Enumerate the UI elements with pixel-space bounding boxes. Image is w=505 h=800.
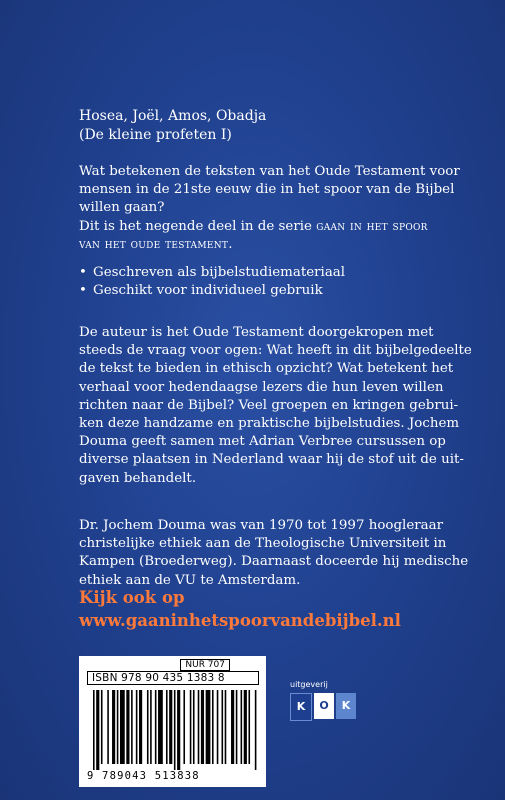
barcode-bar <box>190 690 192 764</box>
author-description <box>79 324 479 488</box>
barcode-bar <box>241 690 243 764</box>
barcode-bar <box>201 690 204 764</box>
author-bio <box>79 517 479 590</box>
barcode-bar <box>166 690 168 764</box>
body-line: de tekst te bieden in ethisch opzicht? Wat betekent het <box>79 361 454 377</box>
bio-line: Dr. Jochem Douma was van 1970 tot 1997 hoogleraar <box>79 518 444 533</box>
barcode-bar <box>139 690 142 764</box>
logo-letter-o: O <box>314 693 334 719</box>
barcode-bar <box>244 690 247 764</box>
barcode-bar <box>255 690 257 770</box>
barcode-bar <box>217 690 219 764</box>
intro-line-1: Wat betekenen de teksten van het Oude Testament voor <box>79 164 460 179</box>
barcode-bar <box>174 690 176 770</box>
intro-line-3: willen gaan? <box>79 200 165 216</box>
nur-code: NUR 707 <box>180 659 230 671</box>
list-item: • Geschikt voor individueel gebruik <box>79 282 479 300</box>
promo-heading: Kijk ook op <box>79 588 185 607</box>
logo-letter-k: K <box>290 693 312 721</box>
barcode-bar <box>155 690 157 764</box>
barcode-bar <box>136 690 138 764</box>
barcode-bar <box>225 690 227 764</box>
barcode-bar <box>183 690 185 764</box>
barcode-bar <box>222 690 224 764</box>
body-line: gaven behandelt. <box>79 470 197 486</box>
feature-list <box>79 264 479 300</box>
barcode-bar <box>120 690 125 764</box>
barcode-bar <box>126 690 129 764</box>
title-line-2: (De kleine profeten I) <box>79 127 232 143</box>
barcode-bar <box>193 690 195 764</box>
body-line: steeds de vraag voor ogen: Wat heeft in dit bijbelgedeelte <box>79 343 472 359</box>
barcode-graphic <box>93 690 258 770</box>
publisher-logo <box>290 680 362 721</box>
barcode-label <box>79 656 266 787</box>
barcode-bar <box>93 690 95 770</box>
logo-letter-k: K <box>336 693 356 719</box>
intro-series-suffix: . <box>228 236 233 252</box>
barcode-bar <box>150 690 152 764</box>
barcode-bar <box>112 690 115 764</box>
body-line: ken deze handzame en praktische bijbelstudies. Jochem <box>79 416 460 432</box>
title-line-1: Hosea, Joël, Amos, Obadja <box>79 108 267 124</box>
publisher-label: uitgeverij <box>290 680 328 689</box>
intro-line-4 <box>79 218 479 236</box>
barcode-bar <box>96 690 99 770</box>
barcode-bar <box>236 690 238 764</box>
promo-url[interactable]: www.gaaninhetspoorvandebijbel.nl <box>79 611 401 630</box>
barcode-bar <box>198 690 200 764</box>
kok-logo <box>290 693 362 721</box>
intro-series-prefix: Dit is het negende deel in de serie <box>79 218 317 234</box>
ean-number: 9 789043 513838 <box>87 770 200 782</box>
body-line: Douma geeft samen met Adrian Verbree cursussen op <box>79 434 446 450</box>
series-name-part-1: gaan in het spoor <box>316 218 428 234</box>
barcode-bar <box>212 690 214 764</box>
barcode-bar <box>177 690 180 770</box>
body-line: verhaal voor hedendaagse lezers die hun leven willen <box>79 379 444 395</box>
series-name-part-2: van het oude testament <box>79 236 229 252</box>
intro-paragraph <box>79 163 479 254</box>
barcode-bar <box>147 690 149 764</box>
body-line: diverse plaatsen in Nederland waar hij de stof uit de uit- <box>79 452 464 468</box>
barcode-bar <box>206 690 211 764</box>
barcode-bar <box>158 690 163 764</box>
barcode-bar <box>101 690 103 764</box>
book-title <box>79 107 479 145</box>
barcode-bar <box>107 690 109 764</box>
body-line: De auteur is het Oude Testament doorgekropen met <box>79 325 434 340</box>
website-promo <box>79 586 401 632</box>
list-item: • Geschreven als bijbelstudiemateriaal <box>79 264 479 282</box>
barcode-bar <box>131 690 133 764</box>
barcode-bar <box>248 690 250 764</box>
isbn-number: ISBN 978 90 435 1383 8 <box>87 671 259 685</box>
bio-line: christelijke ethiek aan de Theologische Universiteit in <box>79 536 447 552</box>
barcode-bar <box>169 690 172 764</box>
bio-line: Kampen (Broederweg). Daarnaast doceerde hij medische <box>79 554 469 570</box>
barcode-bar <box>117 690 119 764</box>
intro-line-5 <box>79 236 479 254</box>
intro-line-2: mensen in de 21ste eeuw die in het spoor van de Bijbel <box>79 182 455 198</box>
bio-line: ethiek aan de VU te Amsterdam. <box>79 572 301 588</box>
barcode-bar <box>231 690 234 764</box>
body-line: richten naar de Bijbel? Veel groepen en kringen gebrui- <box>79 397 459 413</box>
